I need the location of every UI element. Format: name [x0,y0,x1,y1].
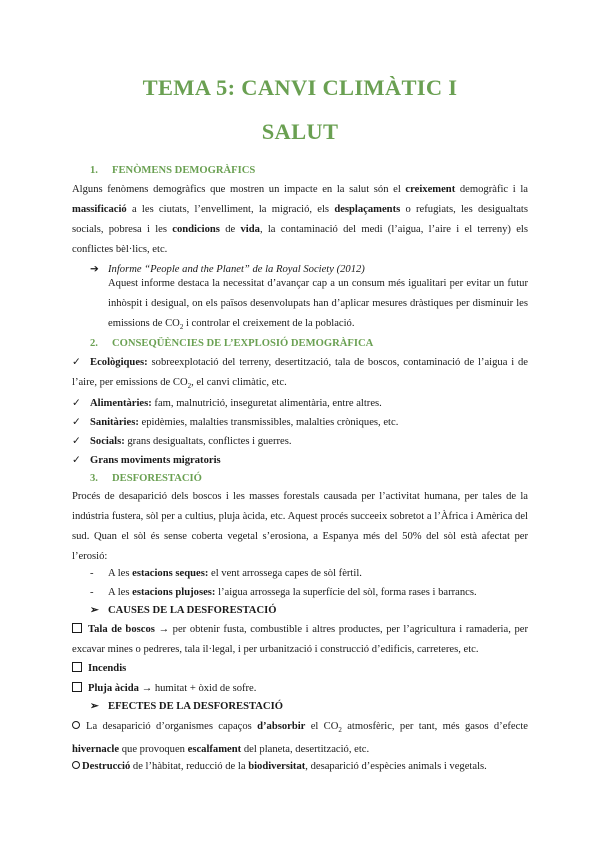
subscript: 2 [187,382,192,391]
bold-text: creixement [405,184,456,195]
checkbox-square-icon [72,662,82,672]
check-icon: ✓ [72,398,81,409]
report-title: Informe “People and the Planet” de la Royal Society (2012) [108,264,365,275]
text: epidèmies, malalties transmissibles, malalties cròniques, etc. [138,417,399,428]
effect-co2-absorption [72,717,528,760]
bold-text: vida [240,224,260,235]
item-label: Grans moviments migratoris [90,455,221,466]
consequence-item-ecological [72,353,528,396]
effect-habitat-destruction [72,760,487,774]
text: sobreexplotació del terreny, desertització, tala de boscos, contaminació de l’aigua i de l’aire, per emissions de CO [72,357,528,388]
section-2-heading [90,337,373,351]
text: Aquest informe destaca la necessitat d’avançar cap a un consum més igualitari per evitar un futur inhòspit i desigual, on els països desenvolupats han d’aplicar mesures dràstiques per disminuir les emissions de CO [108,278,528,329]
erosion-rainy-seasons [90,586,477,600]
text: el CO [305,721,339,732]
arrowhead-icon: ➢ [90,701,99,712]
section-1-heading [90,164,255,178]
text: demogràfic i la [455,184,528,195]
text: fam, malnutrició, inseguretat alimentària, entre altres. [151,398,382,409]
bold-text: Destrucció [82,761,131,772]
erosion-dry-seasons [90,567,362,581]
bold-text: desplaçaments [334,204,401,215]
text: A les [108,568,133,579]
text: que provoquen [119,744,188,756]
check-icon: ✓ [72,417,81,428]
bold-text: massificació [72,204,127,215]
bold-text: Incendis [88,663,127,674]
section-3-title: DESFORESTACIÓ [112,473,202,484]
section-2-number: 2. [90,338,98,349]
subscript: 2 [338,726,342,735]
item-label: Sanitàries: [90,417,139,428]
bold-text: biodiversitat [248,761,306,772]
consequence-item-migration [72,454,221,468]
report-body [108,274,528,337]
bold-text: estacions seques: [132,568,209,579]
text: o refugiats, les desigualtats socials, pobresa i les [72,204,528,235]
consequence-item-health [72,416,398,430]
text: de [219,224,241,235]
causes-title: CAUSES DE LA DESFORESTACIÓ [108,605,277,616]
section-3-intro: Procés de desaparició dels boscos i les masses forestals causada per l’activitat humana, per tales de la indústria fustera, sòl per a cultius, pluja àcida, etc. Aquest procés succeeix sobretot a l’Àfrica i Amèrica del sud. Quan el sòl és sense coberta vegetal s’erosiona, a Espanya més del 50% del sòl està afectat per l’erosió: [72,491,528,562]
section-1-number: 1. [90,165,98,176]
dash-bullet: - [90,587,94,598]
text: , desaparició d’espècies animals i vegetals. [305,761,487,772]
text: el vent arrossega capes de sòl fèrtil. [208,568,362,579]
page-title-line1: TEMA 5: CANVI CLIMÀTIC I [142,75,458,100]
bold-text: hivernacle [72,744,120,756]
check-icon: ✓ [72,455,81,466]
section-3-number: 3. [90,473,98,484]
effects-title: EFECTES DE LA DESFORESTACIÓ [108,701,283,712]
consequence-item-food [72,397,382,411]
text: atmosfèric, per tant, més gasos d’efecte [341,721,528,732]
text: l’aigua arrossega la superfície del sòl, forma rases i barrancs. [215,587,477,598]
section-1-intro [72,180,528,260]
dash-bullet: - [90,568,94,579]
section-3-heading [90,472,202,486]
bold-text: condicions [172,224,220,235]
cause-logging [72,620,528,660]
checkbox-square-icon [72,623,82,633]
text: i controlar el creixement de la població. [183,318,355,329]
consequence-item-social [72,435,292,449]
text: del planeta, desertització, etc. [241,744,370,756]
arrowhead-icon: ➢ [90,605,99,616]
section-2-title: CONSEQÜÈNCIES DE L’EXPLOSIÓ DEMOGRÀFICA [112,338,374,349]
item-label: Ecològiques: [90,357,148,368]
causes-heading [90,604,276,618]
text: grans desigualtats, conflictes i guerres. [124,436,292,447]
text: de l’hàbitat, reducció de la [130,761,249,772]
section-1-title: FENÒMENS DEMOGRÀFICS [112,165,256,176]
cause-acid-rain [72,682,256,696]
arrow-icon: ➔ [90,264,99,275]
check-icon: ✓ [72,436,81,447]
page-title-line2: SALUT [261,119,339,144]
subscript: 2 [179,323,184,332]
text: → humitat + òxid de sofre. [138,683,257,694]
bold-text: d’absorbir [257,721,306,732]
item-label: Alimentàries: [90,398,152,409]
checkbox-square-icon [72,682,82,692]
check-icon: ✓ [72,357,81,368]
text: , el canvi climàtic, etc. [191,377,287,388]
text: a les ciutats, l’envelliment, la migració, els [126,204,335,215]
effects-heading [90,700,283,714]
cause-fires [72,662,126,676]
bold-text: Pluja àcida [88,683,139,694]
item-label: Socials: [90,436,125,447]
text: , la contaminació del medi (l’aigua, l’aire i el terreny) els conflictes bèl·lics, etc. [72,224,529,255]
bold-text: escalfament [187,744,242,756]
bold-text: estacions plujoses: [132,587,216,598]
text: Alguns fenòmens demogràfics que mostren un impacte en la salut són el [72,184,406,195]
circle-bullet-icon [72,761,80,769]
text: A les [108,587,133,598]
bold-text: Tala de boscos [88,624,155,635]
circle-bullet-icon [72,721,80,729]
text: → per obtenir fusta, combustible i altres productes, per l’agricultura i ramaderia, per excavar mines o pedreres, tala il·legal, i per urbanització i construcció d’edificis, carreteres, etc. [72,624,528,655]
text: La desaparició d’organismes capaços [86,721,258,732]
